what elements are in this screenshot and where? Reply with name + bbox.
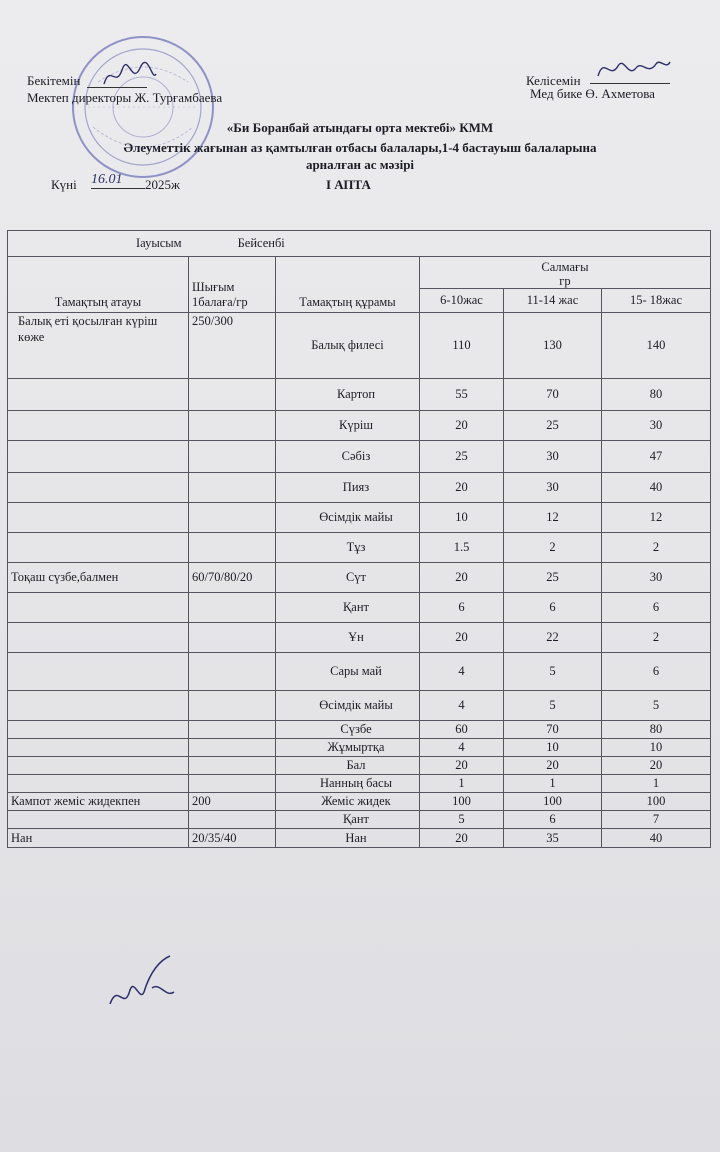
table-row xyxy=(8,775,711,793)
weight-age3-cell: 2 xyxy=(602,623,711,653)
yield-cell xyxy=(189,411,276,441)
weight-age2-cell: 20 xyxy=(504,757,602,775)
weight-age2-cell: 6 xyxy=(504,811,602,829)
nurse-signature xyxy=(592,52,672,84)
dish-cell xyxy=(8,623,189,653)
table-row xyxy=(8,379,711,411)
weight-age1-cell: 4 xyxy=(420,739,504,757)
ingredient-cell: Қант xyxy=(276,593,420,623)
agree-signature-line xyxy=(590,83,670,84)
ingredient-cell: Жеміс жидек xyxy=(276,793,420,811)
table-row xyxy=(8,739,711,757)
weight-label: Салмағы xyxy=(541,260,589,274)
weight-age3-cell: 20 xyxy=(602,757,711,775)
subtitle-line1: Әлеуметтік жағынан аз қамтылған отбасы балалары,1-4 бастауыш балаларына xyxy=(123,140,597,155)
weight-age1-cell: 10 xyxy=(420,503,504,533)
dish-cell xyxy=(8,739,189,757)
ingredient-cell: Бал xyxy=(276,757,420,775)
ingredient-cell: Жұмыртқа xyxy=(276,739,420,757)
weight-age1-cell: 20 xyxy=(420,563,504,593)
weight-age1-cell: 4 xyxy=(420,691,504,721)
weight-age1-cell: 5 xyxy=(420,811,504,829)
yield-cell xyxy=(189,721,276,739)
weight-age2-cell: 25 xyxy=(504,563,602,593)
weight-age2-cell: 6 xyxy=(504,593,602,623)
dish-cell: Тоқаш сүзбе,балмен xyxy=(8,563,189,593)
table-row xyxy=(8,623,711,653)
ingredient-cell: Сәбіз xyxy=(276,441,420,473)
weight-age1-cell: 20 xyxy=(420,623,504,653)
ingredient-cell: Пияз xyxy=(276,473,420,503)
weight-age2-cell: 130 xyxy=(504,313,602,379)
weight-age2-cell: 30 xyxy=(504,441,602,473)
ingredient-cell: Ұн xyxy=(276,623,420,653)
weight-age3-cell: 80 xyxy=(602,379,711,411)
weight-age3-cell: 30 xyxy=(602,563,711,593)
yield-cell xyxy=(189,533,276,563)
table-row xyxy=(8,441,711,473)
approve-label: Бекітемін xyxy=(27,73,81,88)
weight-age2-cell: 10 xyxy=(504,739,602,757)
week-label: I АПТА xyxy=(326,177,371,192)
yield-cell xyxy=(189,775,276,793)
dish-cell xyxy=(8,533,189,563)
col-age1-header: 6-10жас xyxy=(420,289,504,313)
table-row xyxy=(8,757,711,775)
table-row xyxy=(8,533,711,563)
weight-age2-cell: 70 xyxy=(504,721,602,739)
col-age2-header: 11-14 жас xyxy=(504,289,602,313)
table-row xyxy=(8,811,711,829)
yield-cell: 60/70/80/20 xyxy=(189,563,276,593)
menu-table xyxy=(7,230,711,848)
yield-cell xyxy=(189,653,276,691)
table-row xyxy=(8,829,711,848)
weight-age3-cell: 80 xyxy=(602,721,711,739)
table-row xyxy=(8,503,711,533)
yield-cell xyxy=(189,811,276,829)
entrepreneur-signature xyxy=(104,952,184,1022)
dish-cell xyxy=(8,691,189,721)
day-label: Күні xyxy=(51,177,77,192)
dish-cell: Нан xyxy=(8,829,189,848)
weight-age2-cell: 1 xyxy=(504,775,602,793)
dish-cell xyxy=(8,503,189,533)
weight-age2-cell: 2 xyxy=(504,533,602,563)
table-row xyxy=(8,313,711,379)
weight-age2-cell: 70 xyxy=(504,379,602,411)
weight-age3-cell: 10 xyxy=(602,739,711,757)
ingredient-cell: Сары май xyxy=(276,653,420,691)
ingredient-cell: Сүзбе xyxy=(276,721,420,739)
yield-cell xyxy=(189,691,276,721)
shift-cell xyxy=(8,231,711,257)
dish-cell xyxy=(8,593,189,623)
weight-age2-cell: 25 xyxy=(504,411,602,441)
yield-cell xyxy=(189,503,276,533)
col-composition-header: Тамақтың құрамы xyxy=(276,257,420,313)
yield-cell: 200 xyxy=(189,793,276,811)
weight-age3-cell: 12 xyxy=(602,503,711,533)
weight-age2-cell: 100 xyxy=(504,793,602,811)
weight-age2-cell: 22 xyxy=(504,623,602,653)
yield-cell xyxy=(189,441,276,473)
ingredient-cell: Сүт xyxy=(276,563,420,593)
weight-age1-cell: 1.5 xyxy=(420,533,504,563)
weight-age2-cell: 5 xyxy=(504,691,602,721)
dish-cell xyxy=(8,441,189,473)
ingredient-cell: Нан xyxy=(276,829,420,848)
table-row xyxy=(8,653,711,691)
table-row xyxy=(8,411,711,441)
year-value: 2025ж xyxy=(145,177,180,192)
date-value: 16.01 xyxy=(91,172,145,189)
yield-cell xyxy=(189,379,276,411)
director-line: Мектеп директоры Ж. Турғамбаева xyxy=(27,90,223,105)
col-weight-header xyxy=(420,257,711,289)
dish-cell xyxy=(8,473,189,503)
weight-age3-cell: 1 xyxy=(602,775,711,793)
weight-age3-cell: 5 xyxy=(602,691,711,721)
weight-age3-cell: 7 xyxy=(602,811,711,829)
table-row xyxy=(8,793,711,811)
ingredient-cell: Балық филесі xyxy=(276,313,420,379)
col-age3-header: 15- 18жас xyxy=(602,289,711,313)
weight-age1-cell: 55 xyxy=(420,379,504,411)
dish-cell xyxy=(8,811,189,829)
weight-age3-cell: 6 xyxy=(602,653,711,691)
dish-cell: Балық еті қосылған күріш көже xyxy=(8,313,189,379)
weight-age3-cell: 6 xyxy=(602,593,711,623)
table-row xyxy=(8,563,711,593)
weight-age3-cell: 40 xyxy=(602,829,711,848)
table-row xyxy=(8,721,711,739)
ingredient-cell: Қант xyxy=(276,811,420,829)
weight-age3-cell: 100 xyxy=(602,793,711,811)
weight-age3-cell: 40 xyxy=(602,473,711,503)
weight-age1-cell: 20 xyxy=(420,829,504,848)
yield-cell xyxy=(189,593,276,623)
ingredient-cell: Нанның басы xyxy=(276,775,420,793)
weekday-label: Бейсенбі xyxy=(237,236,285,250)
weight-age3-cell: 2 xyxy=(602,533,711,563)
weight-age2-cell: 5 xyxy=(504,653,602,691)
weight-age1-cell: 25 xyxy=(420,441,504,473)
yield-cell: 250/300 xyxy=(189,313,276,379)
dish-cell: Кампот жеміс жидекпен xyxy=(8,793,189,811)
weight-age2-cell: 30 xyxy=(504,473,602,503)
agree-label: Келісемін xyxy=(526,73,581,88)
nurse-line: Мед бике Ө. Ахметова xyxy=(530,86,655,101)
school-name: «Би Боранбай атындағы орта мектебі» КММ xyxy=(226,120,494,135)
weight-age1-cell: 6 xyxy=(420,593,504,623)
ingredient-cell: Күріш xyxy=(276,411,420,441)
shift-row xyxy=(8,231,711,257)
ingredient-cell: Картоп xyxy=(276,379,420,411)
dish-cell xyxy=(8,653,189,691)
col-dish-header: Тамақтың атауы xyxy=(8,257,189,313)
dish-cell xyxy=(8,411,189,441)
weight-age3-cell: 47 xyxy=(602,441,711,473)
weight-age3-cell: 30 xyxy=(602,411,711,441)
table-row xyxy=(8,593,711,623)
yield-cell: 20/35/40 xyxy=(189,829,276,848)
col-yield-header: Шығым 1балаға/гр xyxy=(189,257,276,313)
subtitle-line2: арналған ас мәзірі xyxy=(305,157,415,172)
weight-age1-cell: 1 xyxy=(420,775,504,793)
table-row xyxy=(8,473,711,503)
ingredient-cell: Өсімдік майы xyxy=(276,691,420,721)
approve-signature-line xyxy=(87,87,147,88)
weight-age1-cell: 100 xyxy=(420,793,504,811)
yield-cell xyxy=(189,623,276,653)
weight-age1-cell: 110 xyxy=(420,313,504,379)
yield-cell xyxy=(189,757,276,775)
weight-age2-cell: 35 xyxy=(504,829,602,848)
shift-label: Іауысым xyxy=(136,236,182,250)
ingredient-cell: Өсімдік майы xyxy=(276,503,420,533)
dish-cell xyxy=(8,721,189,739)
weight-age1-cell: 20 xyxy=(420,411,504,441)
dish-cell xyxy=(8,775,189,793)
weight-age1-cell: 4 xyxy=(420,653,504,691)
dish-cell xyxy=(8,379,189,411)
weight-age1-cell: 60 xyxy=(420,721,504,739)
weight-unit: гр xyxy=(559,274,571,288)
table-row xyxy=(8,691,711,721)
dish-cell xyxy=(8,757,189,775)
ingredient-cell: Тұз xyxy=(276,533,420,563)
yield-cell xyxy=(189,739,276,757)
weight-age3-cell: 140 xyxy=(602,313,711,379)
header-row-1 xyxy=(8,257,711,289)
yield-cell xyxy=(189,473,276,503)
weight-age1-cell: 20 xyxy=(420,757,504,775)
weight-age2-cell: 12 xyxy=(504,503,602,533)
weight-age1-cell: 20 xyxy=(420,473,504,503)
